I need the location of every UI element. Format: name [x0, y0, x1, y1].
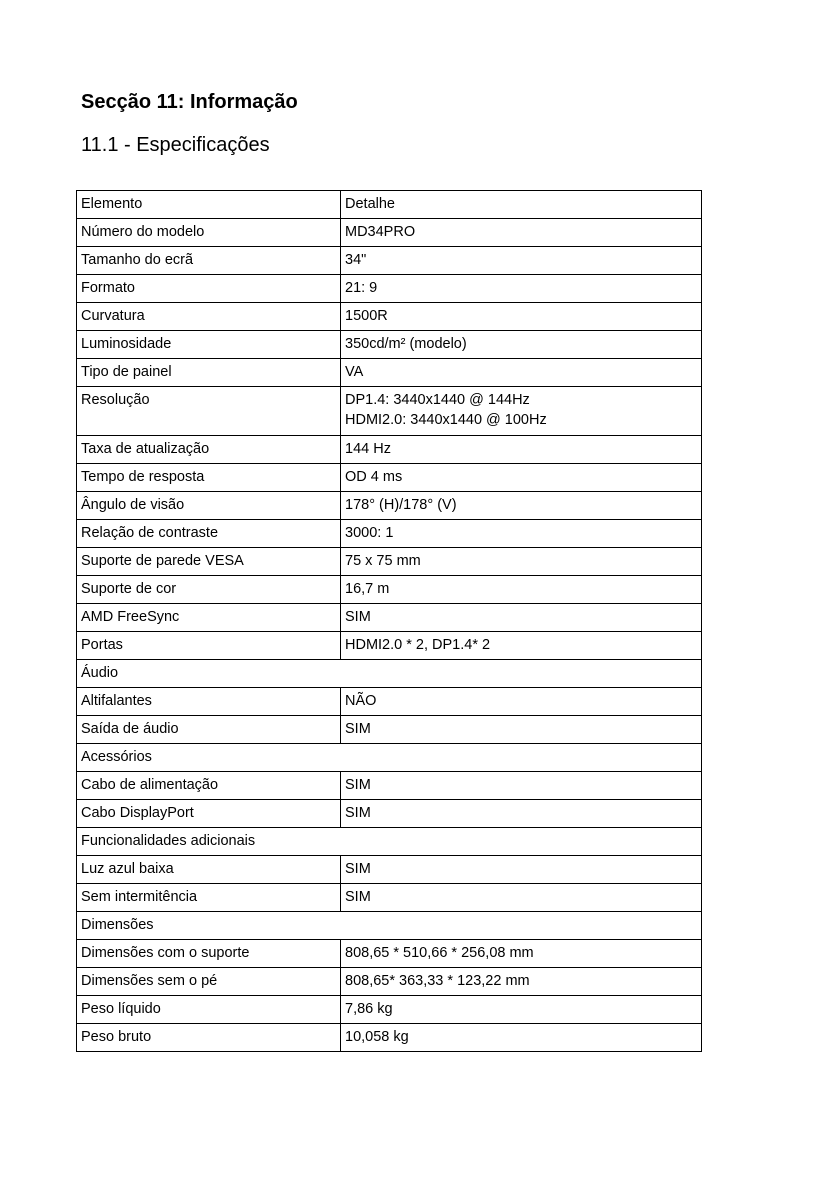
row-label: Suporte de cor: [77, 576, 341, 604]
row-label: Tamanho do ecrã: [77, 247, 341, 275]
table-row: [77, 359, 702, 387]
row-label: Cabo de alimentação: [77, 772, 341, 800]
row-label: Tempo de resposta: [77, 464, 341, 492]
row-label: Altifalantes: [77, 688, 341, 716]
row-value: VA: [341, 359, 702, 387]
table-row: [77, 884, 702, 912]
row-value: SIM: [341, 772, 702, 800]
table-row: [77, 247, 702, 275]
table-row: [77, 772, 702, 800]
row-label: Dimensões sem o pé: [77, 968, 341, 996]
row-value: HDMI2.0 * 2, DP1.4* 2: [341, 632, 702, 660]
table-section-row: [77, 660, 702, 688]
row-label: Dimensões com o suporte: [77, 940, 341, 968]
table-row: [77, 940, 702, 968]
row-label: Suporte de parede VESA: [77, 548, 341, 576]
row-value: [341, 387, 702, 436]
row-value: 808,65* 363,33 * 123,22 mm: [341, 968, 702, 996]
row-value: 808,65 * 510,66 * 256,08 mm: [341, 940, 702, 968]
table-row: [77, 331, 702, 359]
row-label: Luminosidade: [77, 331, 341, 359]
table-row: [77, 1024, 702, 1052]
section-title: Secção 11: Informação: [81, 91, 298, 113]
row-value: SIM: [341, 884, 702, 912]
row-label: Sem intermitência: [77, 884, 341, 912]
row-label: Portas: [77, 632, 341, 660]
row-value: 16,7 m: [341, 576, 702, 604]
section-label: Funcionalidades adicionais: [77, 828, 702, 856]
row-label: Número do modelo: [77, 219, 341, 247]
specifications-table-body: [77, 191, 702, 1052]
table-row: [77, 856, 702, 884]
row-label: Taxa de atualização: [77, 436, 341, 464]
row-value: NÃO: [341, 688, 702, 716]
row-label: Relação de contraste: [77, 520, 341, 548]
subsection-title: 11.1 - Especificações: [81, 134, 270, 156]
header-element: Elemento: [77, 191, 341, 219]
row-value: SIM: [341, 856, 702, 884]
table-section-row: [77, 744, 702, 772]
row-label: Luz azul baixa: [77, 856, 341, 884]
row-label: Curvatura: [77, 303, 341, 331]
table-row: [77, 520, 702, 548]
row-label: AMD FreeSync: [77, 604, 341, 632]
table-row: [77, 303, 702, 331]
row-value: 3000: 1: [341, 520, 702, 548]
header-detail: Detalhe: [341, 191, 702, 219]
row-value: SIM: [341, 716, 702, 744]
table-row: [77, 548, 702, 576]
row-value-line: HDMI2.0: 3440x1440 @ 100Hz: [345, 412, 547, 428]
table-row: [77, 968, 702, 996]
row-label: Cabo DisplayPort: [77, 800, 341, 828]
section-label: Dimensões: [77, 912, 702, 940]
table-row: [77, 436, 702, 464]
row-value: OD 4 ms: [341, 464, 702, 492]
row-label: Peso líquido: [77, 996, 341, 1024]
table-row: [77, 219, 702, 247]
table-row: [77, 492, 702, 520]
row-value-line: DP1.4: 3440x1440 @ 144Hz: [345, 392, 530, 408]
row-label: Tipo de painel: [77, 359, 341, 387]
table-row: [77, 604, 702, 632]
row-value: SIM: [341, 604, 702, 632]
row-value: 21: 9: [341, 275, 702, 303]
table-row: [77, 387, 702, 436]
row-label: Formato: [77, 275, 341, 303]
row-value: 75 x 75 mm: [341, 548, 702, 576]
table-header-row: [77, 191, 702, 219]
row-value: SIM: [341, 800, 702, 828]
row-value: MD34PRO: [341, 219, 702, 247]
section-label: Acessórios: [77, 744, 702, 772]
table-section-row: [77, 912, 702, 940]
section-label: Áudio: [77, 660, 702, 688]
row-value: 144 Hz: [341, 436, 702, 464]
row-label: Saída de áudio: [77, 716, 341, 744]
row-label: Resolução: [77, 387, 341, 436]
table-row: [77, 996, 702, 1024]
table-row: [77, 716, 702, 744]
table-row: [77, 576, 702, 604]
table-row: [77, 275, 702, 303]
table-row: [77, 632, 702, 660]
row-label: Peso bruto: [77, 1024, 341, 1052]
row-label: Ângulo de visão: [77, 492, 341, 520]
row-value: 7,86 kg: [341, 996, 702, 1024]
row-value: 178° (H)/178° (V): [341, 492, 702, 520]
specifications-table: [76, 190, 702, 1052]
row-value: 350cd/m² (modelo): [341, 331, 702, 359]
row-value: 1500R: [341, 303, 702, 331]
row-value: 34": [341, 247, 702, 275]
table-section-row: [77, 828, 702, 856]
table-row: [77, 800, 702, 828]
table-row: [77, 464, 702, 492]
table-row: [77, 688, 702, 716]
row-value: 10,058 kg: [341, 1024, 702, 1052]
